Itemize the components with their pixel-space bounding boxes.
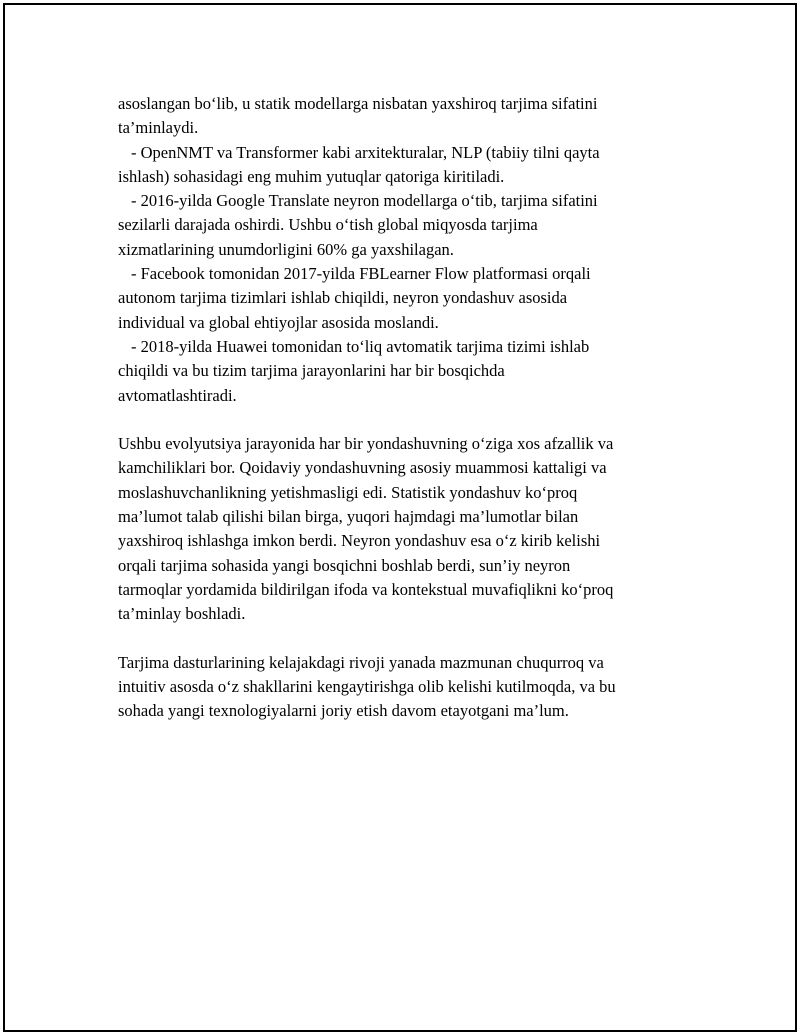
text-line: moslashuvchanlikning yetishmasligi edi. Statistik yondashuv ko‘proq [118, 482, 578, 502]
text-line: sezilarli darajada oshirdi. Ushbu o‘tish global miqyosda tarjima [118, 215, 538, 235]
text-line: - 2018-yilda Huawei tomonidan to‘liq avtomatik tarjima tizimi ishlab [131, 336, 590, 356]
paragraph [118, 92, 678, 408]
text-line: asoslangan bo‘lib, u statik modellarga nisbatan yaxshiroq tarjima sifatini [118, 94, 598, 113]
text-line: yaxshiroq ishlashga imkon berdi. Neyron yondashuv esa o‘z kirib kelishi [118, 531, 601, 551]
text-line: ta’minlaydi. [118, 118, 199, 138]
document-body [118, 92, 678, 724]
text-line: - OpenNMT va Transformer kabi arxitekturalar, NLP (tabiiy tilni qayta [131, 142, 600, 162]
text-line: individual va global ehtiyojlar asosida moslandi. [118, 312, 439, 332]
text-line: - 2016-yilda Google Translate neyron modellarga o‘tib, tarjima sifatini [131, 191, 598, 211]
text-line: Ushbu evolyutsiya jarayonida har bir yondashuvning o‘ziga xos afzallik va [118, 434, 614, 454]
text-line: sohada yangi texnologiyalarni joriy etish davom etayotgani ma’lum. [118, 701, 569, 721]
text-line: Tarjima dasturlarining kelajakdagi rivoji yanada mazmunan chuqurroq va [118, 652, 604, 672]
text-line: kamchiliklari bor. Qoidaviy yondashuvning asosiy muammosi kattaligi va [118, 458, 607, 478]
text-line: ta’minlay boshladi. [118, 604, 246, 624]
text-line: orqali tarjima sohasida yangi bosqichni boshlab berdi, sun’iy neyron [118, 555, 571, 575]
text-line: avtomatlashtiradi. [118, 385, 237, 405]
text-line: xizmatlarining unumdorligini 60% ga yaxshilagan. [118, 239, 454, 259]
paragraph [118, 651, 678, 724]
text-line: chiqildi va bu tizim tarjima jarayonlarini har bir bosqichda [118, 361, 505, 381]
text-line: ma’lumot talab qilishi bilan birga, yuqori hajmdagi ma’lumotlar bilan [118, 507, 579, 527]
text-line: - Facebook tomonidan 2017-yilda FBLearner Flow platformasi orqali [131, 264, 591, 284]
text-line: autonom tarjima tizimlari ishlab chiqildi, neyron yondashuv asosida [118, 288, 568, 308]
text-line: ishlash) sohasidagi eng muhim yutuqlar qatoriga kiritiladi. [118, 166, 505, 186]
text-line: intuitiv asosda o‘z shakllarini kengaytirishga olib kelishi kutilmoqda, va bu [118, 677, 616, 697]
text-line: tarmoqlar yordamida bildirilgan ifoda va kontekstual muvafiqlikni ko‘proq [118, 579, 614, 599]
paragraph [118, 432, 678, 626]
